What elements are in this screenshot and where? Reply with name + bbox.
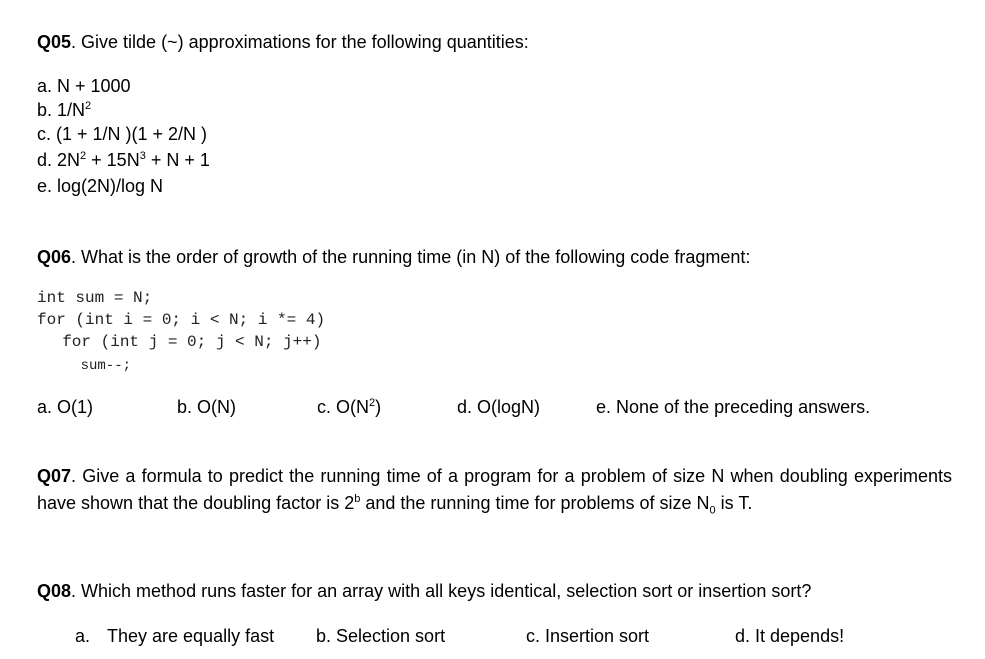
code-line: for (int j = 0; j < N; j++) xyxy=(43,333,322,351)
q07-text-3: is T. xyxy=(715,493,753,513)
q05-item-b-text: b. 1/N xyxy=(37,100,86,120)
q05-item-d xyxy=(37,149,210,171)
q06-choice-e: e. None of the preceding answers. xyxy=(596,397,871,417)
q05-id: Q05 xyxy=(37,32,72,52)
q08-id: Q08 xyxy=(37,581,72,601)
q08-choice-a-letter: a. xyxy=(75,626,91,646)
q05-item-d-text-3: + N + 1 xyxy=(145,150,210,170)
q08-heading xyxy=(37,580,811,602)
q08-prompt: . Which method runs faster for an array with all keys identical, selection sort or insertion sort? xyxy=(71,581,812,601)
q05-prompt: . Give tilde (~) approximations for the following quantities: xyxy=(71,32,529,52)
q05-item-a: a. N + 1000 xyxy=(37,76,131,96)
q06-choice-c-text: c. O(N xyxy=(317,397,369,417)
q07-id: Q07 xyxy=(37,466,72,486)
q07-text-2: and the running time for problems of size N xyxy=(360,493,710,513)
q07-exponent: b xyxy=(354,493,361,505)
q05-item-b xyxy=(37,99,91,121)
q06-choice-b: b. O(N) xyxy=(177,397,237,417)
q05-heading xyxy=(37,31,529,53)
code-line: int sum = N; xyxy=(37,289,153,307)
code-line: for (int i = 0; i < N; i *= 4) xyxy=(37,311,326,329)
q06-choice-c-close: ) xyxy=(375,397,382,417)
q08-choice-d: d. It depends! xyxy=(735,626,845,646)
q07-subscript: 0 xyxy=(709,504,716,517)
q06-id: Q06 xyxy=(37,247,72,267)
code-line: sum--; xyxy=(47,358,132,374)
q06-choice-a: a. O(1) xyxy=(37,397,94,417)
q05-item-d-text-2: + 15N xyxy=(86,150,140,170)
q06-choice-c xyxy=(317,396,381,418)
q05-item-b-exponent: 2 xyxy=(85,100,92,112)
q05-item-d-exponent-1: 2 xyxy=(80,150,87,162)
q07-text-1: . Give a formula to predict the running time of a program for a problem of size N when doubling experiments have shown that the doubling factor is 2 xyxy=(37,466,952,513)
q05-item-c: c. (1 + 1/N )(1 + 2/N ) xyxy=(37,124,208,144)
q06-choice-d: d. O(logN) xyxy=(457,397,541,417)
q05-item-d-exponent-2: 3 xyxy=(139,150,146,162)
q06-heading xyxy=(37,246,750,268)
q06-choice-c-exponent: 2 xyxy=(369,397,376,409)
q08-choice-c: c. Insertion sort xyxy=(526,626,650,646)
q08-choice-b: b. Selection sort xyxy=(316,626,446,646)
q08-choice-a: They are equally fast xyxy=(107,626,275,646)
q05-item-d-text-1: d. 2N xyxy=(37,150,81,170)
q05-item-e: e. log(2N)/log N xyxy=(37,176,164,196)
q06-prompt: . What is the order of growth of the running time (in N) of the following code fragment: xyxy=(71,247,751,267)
q07-paragraph xyxy=(37,463,952,517)
